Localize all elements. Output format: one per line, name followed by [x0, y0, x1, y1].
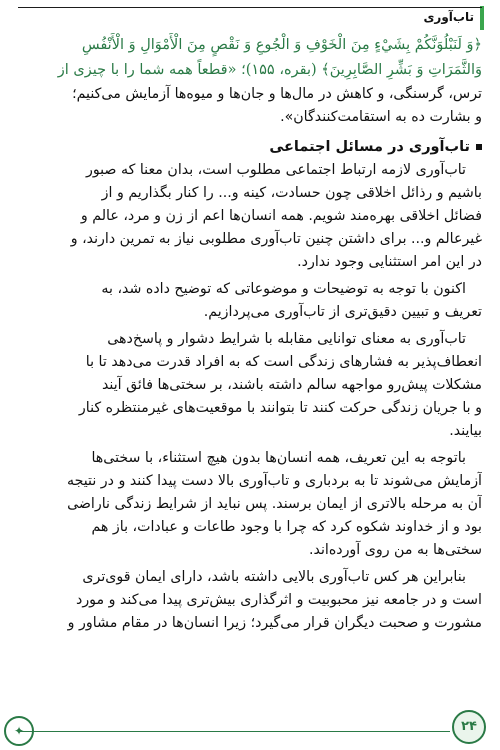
paragraph-line: و با جریان زندگی حرکت کنند تا بتوانند با موقعیت‌های غیرمنتظره کنار [78, 400, 482, 416]
paragraph-line: فضائل اخلاقی بهره‌مند شویم. همه انسان‌ها اعم از زن و مرد، عالم و [80, 208, 482, 224]
publisher-seal-icon: ✦ [4, 716, 34, 746]
paragraph-line: مشکلات پیش‌رو مواجهه سالم داشته باشند، بر سختی‌ها فائق آیند [101, 377, 482, 393]
paragraph-line: باشیم و رذائل اخلاقی چون حسادت، کینه و... را کنار بگذاریم و از [101, 185, 482, 201]
paragraph-line: تعریف و تبیین دقیق‌تری از تاب‌آوری می‌پردازیم. [203, 304, 482, 320]
paragraph-line: انعطاف‌پذیر به فشارهای زندگی است که به افراد قدرت می‌دهد تا با [85, 354, 482, 370]
text-column [20, 33, 482, 635]
intro-line: و بشارت ده به استقامت‌کنندگان». [280, 109, 482, 125]
page-number: ۲۴ [452, 710, 486, 744]
quran-verse-line-1: ﴿وَ لَنَبْلُوَنَّكُمْ بِشَيْءٍ مِنَ الْخَوْفِ وَ الْجُوعِ وَ نَقْصٍ مِنَ الْأَمْوَالِ وَ الْأَنْفُسِ [81, 37, 482, 53]
paragraph-line: سختی‌ها به من روی آورده‌اند. [308, 542, 482, 558]
header-accent-bar [480, 6, 484, 30]
paragraph-line: بیایند. [449, 423, 482, 439]
paragraph-line: تاب‌آوری لازمه ارتباط اجتماعی مطلوب است، بدان معنا که صبور [85, 162, 466, 178]
footer-rule [18, 731, 450, 732]
paragraph-line: مشورت و صحبت دیگران قرار می‌گیرد؛ زیرا انسان‌ها در مقام مشاور و [67, 615, 482, 631]
paragraph-line: آن به مرحله بالاتری از ایمان برسند. پس نباید از شرایط زندگی ناراضی [67, 496, 482, 512]
paragraph-line: در این امر استثنایی وجود ندارد. [297, 254, 482, 270]
running-title: تاب‌آوری [423, 10, 474, 24]
header-rule [18, 7, 482, 8]
paragraph-line: آزمایش می‌شوند تا به بردباری و تاب‌آوری بالا دست پیدا کنند و در نتیجه [67, 473, 482, 489]
paragraph-line: تاب‌آوری به معنای توانایی مقابله با شرایط دشوار و پاسخ‌دهی [107, 331, 466, 347]
quran-verse-line-2: وَالثَّمَرَاتِ وَ بَشِّرِ الصَّابِرِينَ﴾ (بقره، ۱۵۵)؛ «قطعاً همه شما را با چیزی از [57, 62, 482, 78]
paragraph-line: باتوجه به این تعریف، همه انسان‌ها بدون هیچ استثناء، با سختی‌ها [91, 450, 466, 466]
section-heading-text: تاب‌آوری در مسائل اجتماعی [269, 139, 470, 155]
paragraph-line: غیرعالم و... برای داشتن چنین تاب‌آوری مطلوبی نیاز به تمرین دارند، و [70, 231, 482, 247]
paragraph-line: اکنون با توجه به توضیحات و موضوعاتی که توضیح داده شد، به [101, 281, 466, 297]
section-heading [20, 135, 482, 159]
paragraph-line: بود و از خداوند شکوه کرد که چرا با وجود طاعات و عبادات، باز هم [91, 519, 482, 535]
intro-line: ترس، گرسنگی، و کاهش در مال‌ها و جان‌ها و میوه‌ها آزمایش می‌کنیم؛ [72, 86, 482, 102]
bullet-icon [476, 144, 482, 150]
paragraph-line: است و در جامعه نیز محبوبیت و اثرگذاری بیش‌تری پیدا می‌کند و مورد [76, 592, 482, 608]
paragraph-line: بنابراین هر کس تاب‌آوری بالایی داشته باشد، دارای ایمان قوی‌تری [82, 569, 466, 585]
